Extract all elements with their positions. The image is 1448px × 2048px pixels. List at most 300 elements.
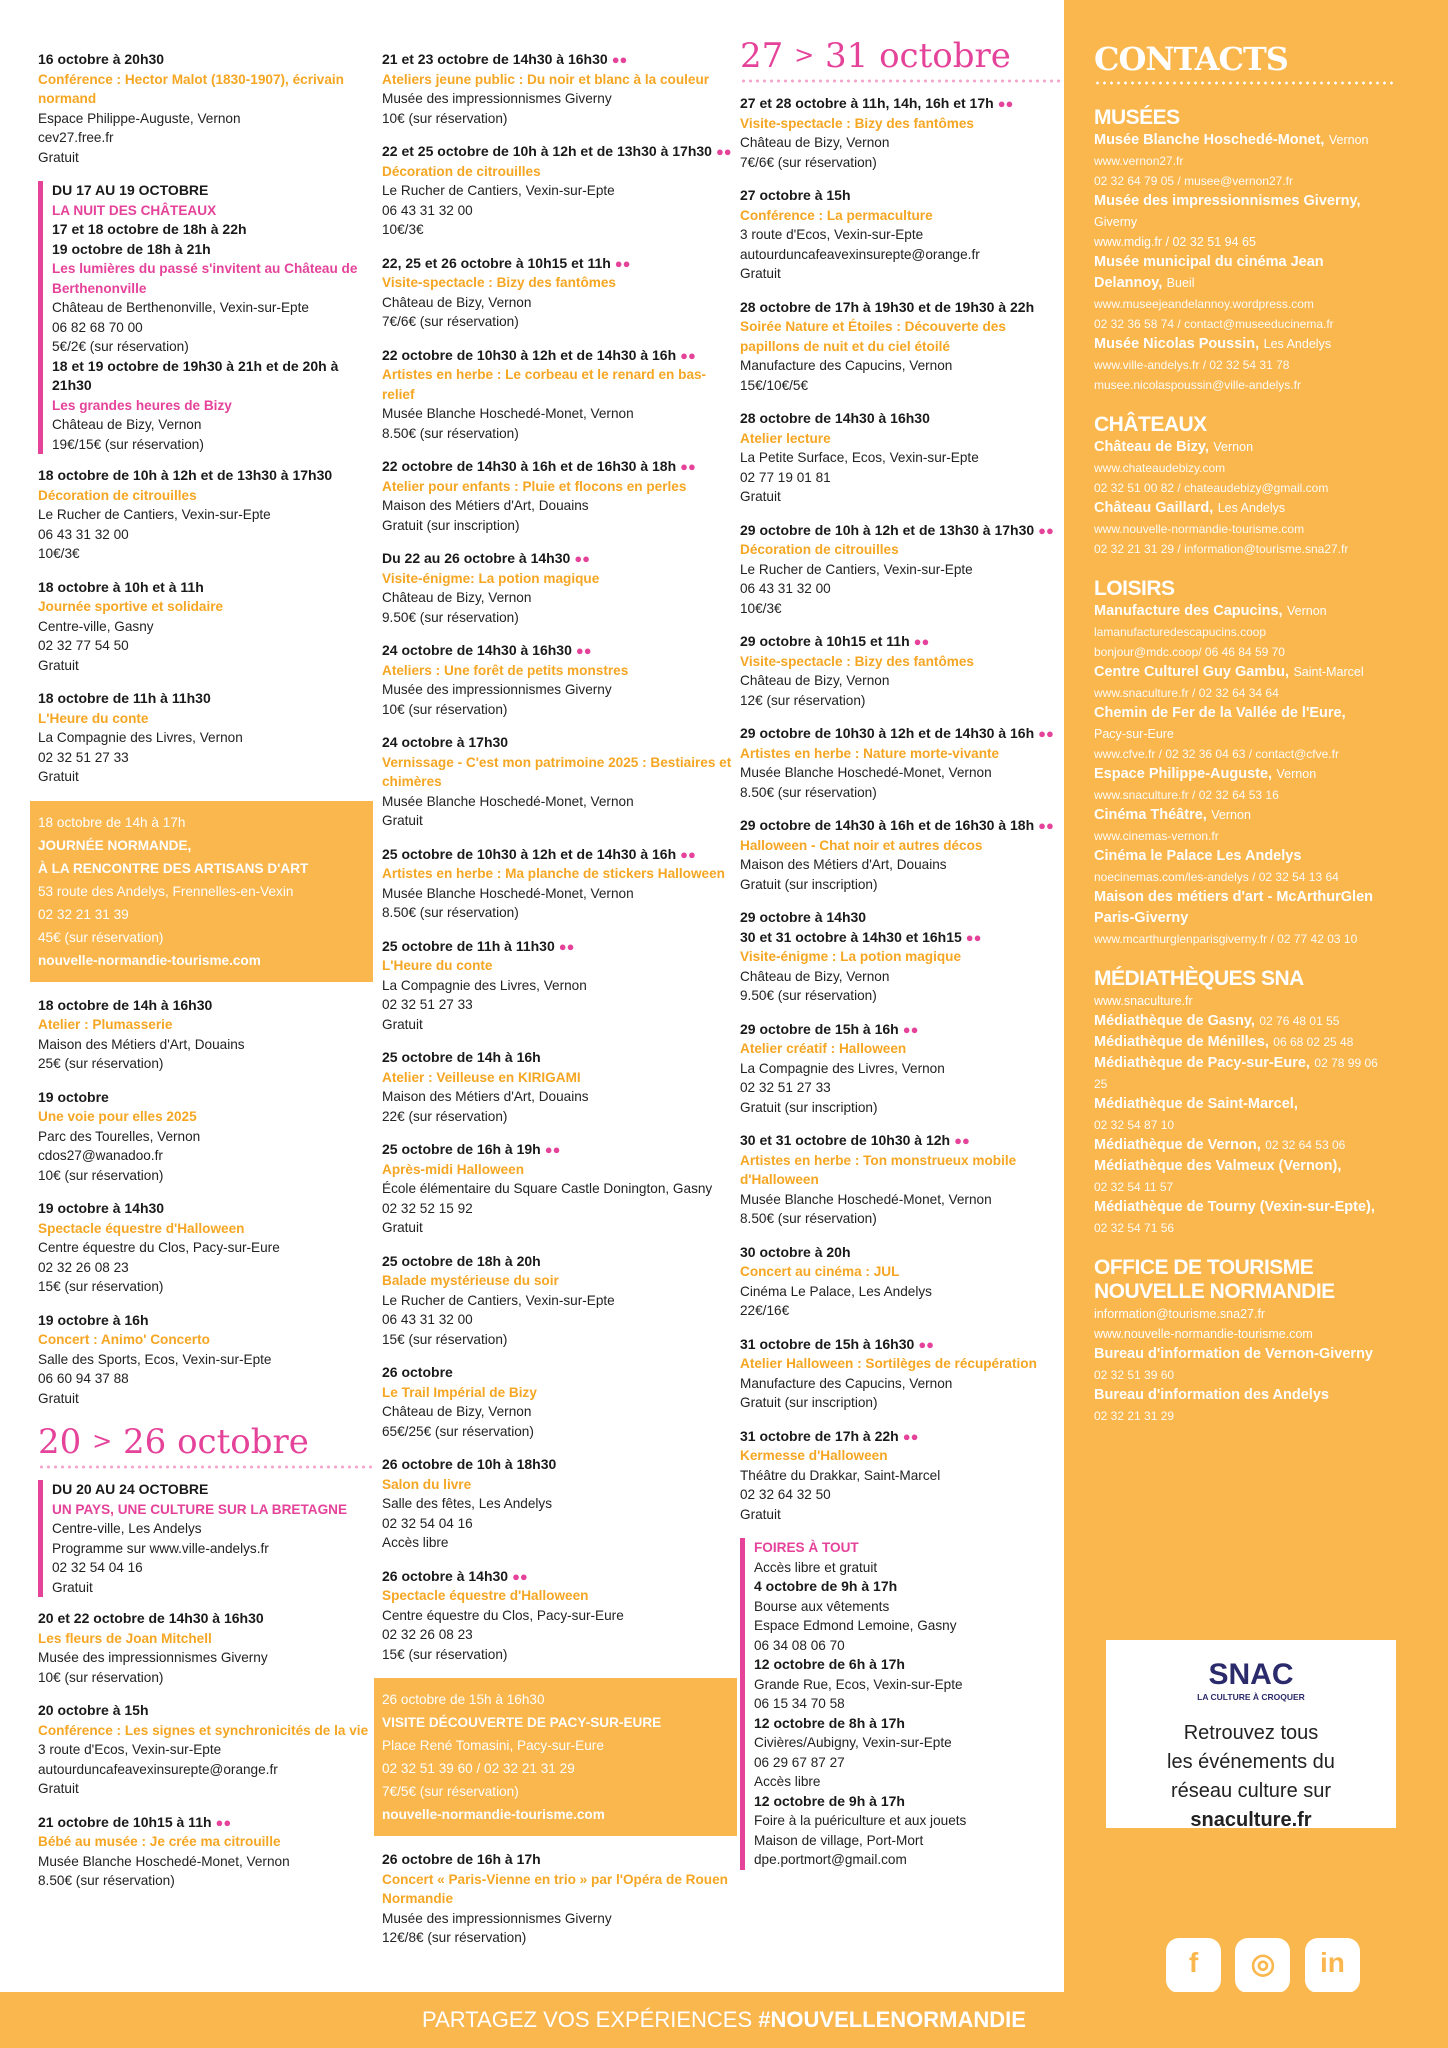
contacts-office-tourisme — [1094, 1256, 1394, 1426]
event-title: Visite-spectacle : Bizy des fantômes — [740, 653, 974, 669]
event-price: 10€/3€ — [382, 222, 424, 237]
contact-name: Musée des impressionnismes Giverny, — [1094, 193, 1361, 209]
event-contact: 02 32 52 15 92 — [382, 1200, 473, 1216]
contact-info: www.mcarthurglenparisgiverny.fr / 02 77 42 03 10 — [1094, 932, 1358, 946]
footer-hashtag[interactable]: #NOUVELLENORMANDIE — [758, 2007, 1026, 2032]
event-vernissage — [382, 733, 737, 831]
event-place: Salle des fêtes, Les Andelys — [382, 1496, 553, 1511]
event-place: École élémentaire du Square Castle Donington, Gasny — [382, 1181, 713, 1196]
event-bretagne — [38, 1480, 373, 1597]
event-place: Centre-ville, Gasny — [38, 618, 154, 634]
foire-place: Maison de village, Port-Mort — [754, 1832, 924, 1848]
event-pluie-flocons — [382, 457, 737, 535]
event-place: Musée Blanche Hoschedé-Monet, Vernon — [382, 885, 634, 901]
event-date: 19 octobre à 14h30 — [38, 1200, 165, 1216]
foires-a-tout — [740, 1538, 1065, 1870]
section-title: CHÂTEAUX — [1094, 413, 1207, 436]
contact-city: Vernon — [1328, 133, 1369, 147]
event-title: Décoration de citrouilles — [740, 542, 899, 557]
snac-line: les événements du — [1167, 1751, 1335, 1773]
event-date — [382, 937, 737, 957]
event-place: Château de Bizy, Vernon — [382, 590, 532, 605]
event-date: 19 octobre de 18h à 21h — [52, 240, 211, 257]
family-icon: ●● — [997, 96, 1014, 111]
event-title: Conférence : Hector Malot (1830-1907), écrivain normand — [38, 71, 344, 106]
event-citrouilles-2 — [382, 142, 737, 240]
section-title: OFFICE DE TOURISME — [1094, 1256, 1314, 1279]
event-date: 26 octobre de 16h à 17h — [382, 1851, 541, 1867]
event-price: 8.50€ (sur réservation) — [382, 425, 519, 441]
highlight-journee-normande — [30, 801, 373, 982]
contact-name: Cinéma Théâtre, — [1094, 807, 1207, 823]
event-date-text: Du 22 au 26 octobre à 14h30 — [382, 550, 571, 566]
event-place: Musée Blanche Hoschedé-Monet, Vernon — [382, 406, 634, 421]
event-place: La Petite Surface, Ecos, Vexin-sur-Epte — [740, 450, 979, 465]
event-date — [740, 724, 1065, 744]
event-period: DU 20 AU 24 OCTOBRE — [52, 1481, 209, 1497]
section-title: LOISIRS — [1094, 577, 1175, 600]
contact-phone: 02 32 54 11 57 — [1094, 1180, 1174, 1194]
event-date — [382, 845, 737, 865]
event-journee-sportive — [38, 578, 373, 676]
event-title: Spectacle équestre d'Halloween — [382, 1588, 589, 1603]
contact-link[interactable]: www.museejeandelannoy.wordpress.com — [1094, 297, 1314, 311]
event-price: Gratuit — [38, 1781, 79, 1796]
event-voie-pour-elles — [38, 1088, 373, 1186]
event-price: Gratuit — [52, 1579, 93, 1595]
section-heading-27-31 — [740, 36, 1065, 84]
highlight-visite-pacy — [374, 1678, 737, 1836]
event-subtitle: Les lumières du passé s'invitent au Château de Berthenonville — [52, 261, 358, 296]
section-title: NOUVELLE NORMANDIE — [1094, 1280, 1335, 1303]
event-contact: 02 32 21 31 39 — [38, 906, 129, 922]
event-date-text: 30 et 31 octobre à 14h30 et 16h15 — [740, 928, 962, 945]
event-date — [740, 1427, 1065, 1447]
event-title: Bébé au musée : Je crée ma citrouille — [38, 1834, 281, 1849]
event-price: 19€/15€ (sur réservation) — [52, 436, 204, 452]
event-title: Concert au cinéma : JUL — [740, 1264, 900, 1279]
contact-city: Vernon — [1287, 604, 1327, 618]
event-date — [382, 346, 737, 366]
event-nature-etoiles — [740, 298, 1065, 396]
contact-city: Giverny — [1094, 215, 1138, 229]
contact-info: 02 32 36 58 74 / contact@museeducinema.fr — [1094, 317, 1334, 331]
contact-link[interactable]: www.chateaudebizy.com — [1094, 461, 1226, 475]
event-date — [382, 50, 737, 70]
event-title: Halloween - Chat noir et autres décos — [740, 837, 983, 853]
snac-logo-tagline: LA CULTURE À CROQUER — [1197, 1692, 1305, 1702]
family-icon: ●● — [680, 347, 696, 363]
event-date: 26 octobre de 10h à 18h30 — [382, 1456, 557, 1472]
event-date: 25 octobre de 14h à 16h — [382, 1049, 541, 1065]
event-date-text: 21 octobre de 10h15 à 11h — [38, 1813, 212, 1830]
event-price: Gratuit (sur inscription) — [382, 517, 520, 533]
family-icon: ●● — [544, 1142, 561, 1157]
contact-name: Chemin de Fer de la Vallée de l'Eure, — [1094, 705, 1346, 721]
event-contact: 06 43 31 32 00 — [382, 1312, 473, 1327]
family-icon: ●● — [215, 1814, 232, 1830]
event-title: Concert : Animo' Concerto — [38, 1332, 210, 1347]
event-place: La Compagnie des Livres, Vernon — [740, 1060, 945, 1076]
event-price: Gratuit (sur inscription) — [740, 1395, 878, 1410]
event-price: 45€ (sur réservation) — [38, 929, 164, 945]
event-title: Atelier : Plumasserie — [38, 1017, 173, 1032]
contact-email[interactable]: information@tourisme.sna27.fr — [1094, 1307, 1266, 1321]
event-place: Le Rucher de Cantiers, Vexin-sur-Epte — [38, 507, 271, 522]
event-contact: 02 32 64 32 50 — [740, 1487, 831, 1502]
section-start: 20 — [38, 1422, 82, 1462]
event-date: 16 octobre à 20h30 — [38, 51, 165, 67]
contact-name: Cinéma le Palace Les Andelys — [1094, 848, 1302, 864]
event-mobile-halloween — [740, 1131, 1065, 1229]
event-kermesse — [740, 1427, 1065, 1525]
event-price: 12€ (sur réservation) — [740, 692, 866, 708]
event-title: Atelier Halloween : Sortilèges de récupération — [740, 1356, 1037, 1371]
event-nuit-des-chateaux — [38, 181, 373, 454]
event-salon-du-livre — [382, 1455, 737, 1553]
contact-info: 02 32 64 79 05 / musee@vernon27.fr — [1094, 174, 1293, 188]
contact-city: Bueil — [1166, 276, 1195, 290]
foire-date: 4 octobre de 9h à 17h — [754, 1578, 898, 1594]
event-place: Place René Tomasini, Pacy-sur-Eure — [382, 1738, 604, 1753]
family-icon: ●● — [574, 551, 591, 566]
family-icon: ●● — [575, 643, 592, 658]
snac-logo-text: SNAC — [1208, 1658, 1294, 1691]
family-icon: ●● — [680, 846, 696, 862]
event-place: Château de Bizy, Vernon — [740, 135, 890, 150]
event-atelier-noir-blanc — [382, 50, 737, 128]
event-title: Artistes en herbe : Ton monstrueux mobile d'Halloween — [740, 1152, 1017, 1187]
footer-banner — [0, 1992, 1448, 2048]
event-title: Atelier créatif : Halloween — [740, 1041, 907, 1056]
contact-name: Médiathèque de Saint-Marcel, — [1094, 1096, 1298, 1112]
foire-contact: 06 29 67 87 27 — [754, 1754, 845, 1770]
contact-name: Manufacture des Capucins, — [1094, 603, 1283, 619]
event-place: Manufacture des Capucins, Vernon — [740, 358, 953, 373]
event-website-link[interactable]: nouvelle-normandie-tourisme.com — [38, 952, 261, 968]
event-place: Le Rucher de Cantiers, Vexin-sur-Epte — [382, 1292, 615, 1308]
event-website-link[interactable]: nouvelle-normandie-tourisme.com — [382, 1807, 605, 1822]
event-date-text: 29 octobre à 10h15 et 11h — [740, 633, 910, 649]
event-date-text: 25 octobre de 16h à 19h — [382, 1141, 541, 1157]
event-date: 27 octobre à 15h — [740, 187, 851, 203]
facebook-icon[interactable] — [1166, 1938, 1221, 1993]
event-date-text: 22, 25 et 26 octobre à 10h15 et 11h — [382, 254, 611, 271]
footer-text: PARTAGEZ VOS EXPÉRIENCES — [422, 2007, 753, 2032]
event-place: Maison des Métiers d'Art, Douains — [740, 857, 947, 872]
event-place: Cinéma Le Palace, Les Andelys — [740, 1283, 932, 1299]
event-date: 25 octobre de 18h à 20h — [382, 1252, 541, 1269]
contact-info: www.snaculture.fr / 02 32 64 53 16 — [1094, 788, 1279, 802]
family-icon: ●● — [512, 1568, 528, 1584]
event-place: La Compagnie des Livres, Vernon — [38, 730, 243, 745]
event-heure-du-conte — [38, 689, 373, 787]
event-place: Musée des impressionnismes Giverny — [382, 682, 612, 697]
section-start: 27 — [740, 36, 784, 76]
event-date-text: 22 octobre de 14h30 à 16h et de 16h30 à 18h — [382, 458, 677, 474]
event-title: JOURNÉE NORMANDE, — [38, 837, 192, 853]
dotted-divider — [1094, 80, 1394, 86]
event-price: 9.50€ (sur réservation) — [740, 988, 877, 1003]
family-icon: ●● — [1038, 818, 1054, 833]
event-joan-mitchell — [38, 1609, 373, 1687]
event-price: 10€ (sur réservation) — [38, 1669, 164, 1685]
contact-name: Médiathèque des Valmeux (Vernon), — [1094, 1158, 1342, 1174]
event-date: 26 octobre — [382, 1364, 453, 1380]
contacts-musees — [1094, 106, 1394, 395]
event-place: Château de Bizy, Vernon — [740, 673, 890, 688]
snac-website-link[interactable]: snaculture.fr — [1190, 1809, 1312, 1831]
foire-contact: 06 15 34 70 58 — [754, 1696, 845, 1711]
event-corbeau-renard — [382, 346, 737, 444]
section-arrow: > — [794, 41, 815, 69]
family-icon: ●● — [614, 255, 631, 271]
event-contact: 06 43 31 32 00 — [38, 526, 129, 542]
contact-city: Vernon — [1276, 767, 1317, 781]
event-date — [382, 254, 737, 274]
event-date-text: 22 et 25 octobre de 10h à 12h et de 13h30 à 17h30 — [382, 143, 712, 159]
contacts-title: CONTACTS — [1094, 40, 1288, 78]
event-price: Gratuit — [740, 266, 781, 281]
event-price: Gratuit — [382, 813, 423, 828]
event-atelier-lecture — [740, 409, 1065, 507]
event-date-text: 29 octobre de 10h30 à 12h et de 14h30 à 16h — [740, 725, 1035, 741]
contact-link[interactable]: lamanufacturedescapucins.coop — [1094, 625, 1267, 639]
event-place: Le Rucher de Cantiers, Vexin-sur-Epte — [382, 183, 615, 198]
family-icon: ●● — [965, 929, 982, 945]
facebook-glyph: f — [1188, 1947, 1199, 1978]
contact-phone: 02 32 51 39 60 — [1094, 1368, 1175, 1382]
event-place: Maison des Métiers d'Art, Douains — [38, 1036, 245, 1052]
event-price: Gratuit — [382, 1220, 423, 1235]
instagram-icon[interactable] — [1235, 1938, 1290, 1993]
event-title: LA NUIT DES CHÂTEAUX — [52, 202, 217, 218]
event-trail-bizy — [382, 1363, 737, 1441]
event-date: 17 et 18 octobre de 18h à 22h — [52, 221, 247, 237]
contact-info: www.ville-andelys.fr / 02 32 54 31 78 — [1094, 358, 1290, 372]
event-price: Gratuit (sur inscription) — [740, 1099, 878, 1115]
event-title: Décoration de citrouilles — [382, 163, 541, 179]
contact-phone: 02 32 21 31 29 — [1094, 1409, 1175, 1423]
event-contact: autourduncafeavexinsurepte@orange.fr — [740, 246, 980, 262]
contact-name: Médiathèque de Ménilles, — [1094, 1034, 1269, 1050]
event-date: 20 et 22 octobre de 14h30 à 16h30 — [38, 1610, 264, 1626]
contact-link[interactable]: www.snaculture.fr — [1094, 994, 1193, 1008]
event-date: 18 octobre de 14h à 16h30 — [38, 996, 213, 1013]
event-price: Gratuit — [382, 1016, 423, 1032]
event-title: Soirée Nature et Étoiles : Découverte des papillons de nuit et du ciel étoilé — [740, 319, 1006, 354]
contact-name: Musée Blanche Hoschedé-Monet, — [1094, 132, 1325, 148]
event-apres-midi-halloween — [382, 1140, 737, 1238]
event-date-text: 29 octobre de 14h30 à 16h et de 16h30 à 18h — [740, 817, 1035, 833]
contact-info: www.cfve.fr / 02 32 36 04 63 / contact@cfve.fr — [1094, 747, 1339, 761]
contact-name: Centre Culturel Guy Gambu, — [1094, 664, 1289, 680]
event-date-text: 27 et 28 octobre à 11h, 14h, 16h et 17h — [740, 95, 994, 111]
event-date: 18 octobre de 10h à 12h et de 13h30 à 17h30 — [38, 467, 333, 483]
event-date-text: 26 octobre à 14h30 — [382, 1567, 509, 1584]
event-date-text: 31 octobre de 17h à 22h — [740, 1427, 899, 1444]
event-place: Théâtre du Drakkar, Saint-Marcel — [740, 1467, 941, 1483]
event-title: VISITE DÉCOUVERTE DE PACY-SUR-EURE — [382, 1715, 662, 1730]
contacts-chateaux — [1094, 413, 1394, 559]
foire-date: 12 octobre de 6h à 17h — [754, 1656, 905, 1672]
snac-text — [1106, 1719, 1396, 1835]
event-program: Programme sur www.ville-andelys.fr — [52, 1540, 269, 1556]
event-place: Centre-ville, Les Andelys — [52, 1521, 202, 1536]
event-title: Visite-énigme : La potion magique — [740, 949, 962, 964]
event-place: 3 route d'Ecos, Vexin-sur-Epte — [38, 1742, 222, 1757]
contact-phone: 02 32 64 53 06 — [1265, 1138, 1346, 1152]
event-price: Gratuit (sur inscription) — [740, 876, 878, 892]
event-place: Salle des Sports, Ecos, Vexin-sur-Epte — [38, 1351, 272, 1367]
event-contact: 02 32 51 27 33 — [382, 997, 473, 1012]
contact-phone: 02 78 99 06 25 — [1094, 1056, 1378, 1091]
event-title: Kermesse d'Halloween — [740, 1448, 888, 1463]
event-date: 19 octobre — [38, 1088, 109, 1105]
event-date-text: 31 octobre de 15h à 16h30 — [740, 1335, 915, 1352]
event-price: 15€ (sur réservation) — [38, 1279, 164, 1294]
snac-line: Retrouvez tous — [1183, 1722, 1319, 1744]
contact-name: Château de Bizy, — [1094, 439, 1209, 455]
event-place: Château de Bizy, Vernon — [740, 968, 890, 984]
contact-name: Château Gaillard, — [1094, 500, 1214, 516]
event-place: 53 route des Andelys, Frennelles-en-Vexin — [38, 883, 294, 899]
event-place: Musée Blanche Hoschedé-Monet, Vernon — [740, 1191, 992, 1207]
contact-phone: 02 76 48 01 55 — [1259, 1014, 1340, 1028]
family-icon: ●● — [902, 1428, 919, 1444]
event-title: Les fleurs de Joan Mitchell — [38, 1630, 212, 1646]
event-title: UN PAYS, UNE CULTURE SUR LA BRETAGNE — [52, 1501, 348, 1517]
event-title: Visite-spectacle : Bizy des fantômes — [740, 115, 974, 131]
family-icon: ●● — [680, 459, 696, 474]
event-concert-jul — [740, 1243, 1065, 1321]
event-sortileges — [740, 1335, 1065, 1413]
event-contact: 02 32 51 39 60 / 02 32 21 31 29 — [382, 1761, 575, 1776]
foire-name: Foire à la puériculture et aux jouets — [754, 1813, 967, 1828]
contact-name: Musée municipal du cinéma Jean Delannoy, — [1094, 254, 1324, 291]
event-price: 10€/3€ — [740, 600, 782, 616]
event-price: 10€ (sur réservation) — [382, 701, 508, 717]
linkedin-icon[interactable] — [1305, 1938, 1360, 1993]
event-period: DU 17 AU 19 OCTOBRE — [52, 182, 209, 198]
event-date-text: 24 octobre de 14h30 à 16h30 — [382, 642, 572, 658]
event-price: 15€/10€/5€ — [740, 377, 809, 393]
event-date — [740, 1335, 1065, 1355]
event-title: Après-midi Halloween — [382, 1161, 525, 1177]
event-date — [740, 94, 1065, 114]
contact-link[interactable]: www.vernon27.fr — [1094, 154, 1184, 168]
contact-city: Saint-Marcel — [1293, 665, 1364, 679]
event-title: Balade mystérieuse du soir — [382, 1273, 559, 1288]
event-date-text: 25 octobre de 10h30 à 12h et de 14h30 à 16h — [382, 845, 677, 862]
event-place: Manufacture des Capucins, Vernon — [740, 1375, 953, 1391]
event-price: 10€/3€ — [38, 546, 80, 561]
event-price: Gratuit — [740, 1506, 781, 1522]
event-date: 30 octobre à 20h — [740, 1243, 851, 1260]
event-place: Centre équestre du Clos, Pacy-sur-Eure — [38, 1240, 280, 1255]
family-icon: ●● — [954, 1133, 970, 1148]
contact-link[interactable]: www.nouvelle-normandie-tourisme.com — [1094, 1327, 1313, 1341]
snac-logo — [1196, 1652, 1306, 1710]
foire-name: Bourse aux vêtements — [754, 1598, 890, 1614]
contact-name: Médiathèque de Tourny (Vexin-sur-Epte), — [1094, 1199, 1375, 1215]
event-contact: 06 82 68 70 00 — [52, 319, 143, 335]
event-place: Musée Blanche Hoschedé-Monet, Vernon — [38, 1853, 290, 1869]
foire-place: Espace Edmond Lemoine, Gasny — [754, 1618, 957, 1633]
event-contact: 02 32 26 08 23 — [382, 1627, 473, 1642]
event-date-text: 21 et 23 octobre de 14h30 à 16h30 — [382, 51, 608, 67]
contact-info: 02 32 21 31 29 / information@tourisme.sna27.fr — [1094, 542, 1349, 556]
event-place: Parc des Tourelles, Vernon — [38, 1128, 201, 1144]
event-place: Château de Bizy, Vernon — [382, 294, 532, 310]
event-date: 19 octobre à 16h — [38, 1311, 149, 1328]
contact-info: musee.nicolaspoussin@ville-andelys.fr — [1094, 378, 1301, 392]
event-place: Château de Berthenonville, Vexin-sur-Epte — [52, 300, 309, 315]
contact-link[interactable]: www.nouvelle-normandie-tourisme.com — [1094, 522, 1305, 536]
contact-link[interactable]: www.cinemas-vernon.fr — [1094, 829, 1219, 843]
event-date-text: 29 octobre de 10h à 12h et de 13h30 à 17h30 — [740, 521, 1035, 538]
foires-subtitle: Accès libre et gratuit — [754, 1559, 878, 1575]
event-price: Accès libre — [382, 1535, 449, 1550]
event-paris-vienne — [382, 1850, 737, 1948]
contact-info: www.mdig.fr / 02 32 51 94 65 — [1094, 235, 1256, 249]
event-date: 20 octobre à 15h — [38, 1702, 149, 1718]
event-conference-signes — [38, 1701, 373, 1799]
event-price: 22€ (sur réservation) — [382, 1108, 508, 1124]
event-place: Château de Bizy, Vernon — [52, 417, 202, 432]
event-price: Gratuit — [38, 769, 79, 784]
event-date-text: 29 octobre de 15h à 16h — [740, 1020, 899, 1037]
event-date: 26 octobre de 15h à 16h30 — [382, 1692, 545, 1707]
event-title: Visite-énigme: La potion magique — [382, 570, 600, 586]
event-bizy-fantomes-2 — [740, 94, 1065, 172]
event-price: 8.50€ (sur réservation) — [740, 1211, 877, 1226]
event-place: Musée Blanche Hoschedé-Monet, Vernon — [740, 765, 992, 780]
event-place: Espace Philippe-Auguste, Vernon — [38, 110, 241, 126]
event-plumasserie — [38, 996, 373, 1074]
event-date — [382, 1567, 737, 1587]
family-icon: ●● — [1038, 726, 1054, 741]
event-contact: 06 43 31 32 00 — [382, 202, 473, 218]
event-title: Spectacle équestre d'Halloween — [38, 1220, 245, 1236]
family-icon: ●● — [913, 634, 930, 649]
contact-info: noecinemas.com/les-andelys / 02 32 54 13 64 — [1094, 870, 1339, 884]
event-kirigami — [382, 1048, 737, 1126]
event-title: Décoration de citrouilles — [38, 487, 197, 503]
foire-contact: 06 34 08 06 70 — [754, 1637, 845, 1653]
event-place: Maison des Métiers d'Art, Douains — [382, 498, 589, 513]
event-date — [382, 641, 737, 661]
event-date — [382, 549, 737, 569]
family-icon: ●● — [902, 1021, 919, 1037]
event-title: Atelier lecture — [740, 430, 831, 446]
contact-info: www.snaculture.fr / 02 32 64 34 64 — [1094, 686, 1279, 700]
contact-name: Bureau d'information de Vernon-Giverny — [1094, 1346, 1373, 1362]
contact-city: Les Andelys — [1217, 501, 1286, 515]
event-price: Gratuit — [38, 149, 79, 165]
contact-city: Les Andelys — [1263, 337, 1332, 351]
event-price: 65€/25€ (sur réservation) — [382, 1423, 534, 1439]
event-price: Gratuit — [740, 489, 781, 504]
event-balade-mysterieuse — [382, 1252, 737, 1350]
event-price: 7€/6€ (sur réservation) — [740, 154, 877, 170]
contact-name: Médiathèque de Vernon, — [1094, 1137, 1261, 1153]
event-date: 18 octobre à 10h et à 11h — [38, 578, 204, 595]
event-spectacle-equestre — [38, 1199, 373, 1297]
event-title: Une voie pour elles 2025 — [38, 1109, 197, 1124]
event-animo-concerto — [38, 1311, 373, 1409]
foire-place: Grande Rue, Ecos, Vexin-sur-Epte — [754, 1676, 963, 1692]
